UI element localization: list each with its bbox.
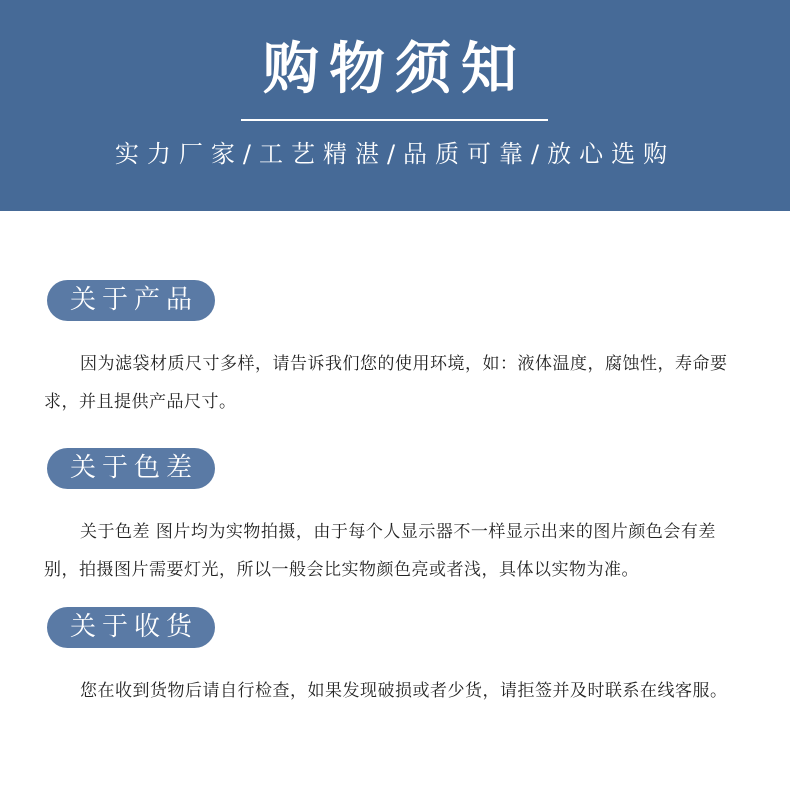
section-heading-receiving: 关于收货 — [47, 607, 215, 648]
section-heading-product: 关于产品 — [47, 280, 215, 321]
section-text-receiving: 您在收到货物后请自行检查，如果发现破损或者少货，请拒签并及时联系在线客服。 — [80, 681, 728, 701]
page-title: 购物须知 — [263, 37, 527, 102]
header-banner — [0, 0, 790, 211]
section-text-product: 因为滤袋材质尺寸多样，请告诉我们您的使用环境，如：液体温度，腐蚀性，寿命要求，并且提供产品尺寸。 — [44, 354, 728, 412]
page-subtitle: 实力厂家/工艺精湛/品质可靠/放心选购 — [114, 140, 676, 168]
section-heading-color-difference: 关于色差 — [47, 448, 215, 489]
section-text-color-difference: 关于色差 图片均为实物拍摄，由于每个人显示器不一样显示出来的图片颜色会有差别，拍摄图片需要灯光，所以一般会比实物颜色亮或者浅，具体以实物为准。 — [44, 522, 716, 580]
title-divider — [241, 119, 548, 121]
